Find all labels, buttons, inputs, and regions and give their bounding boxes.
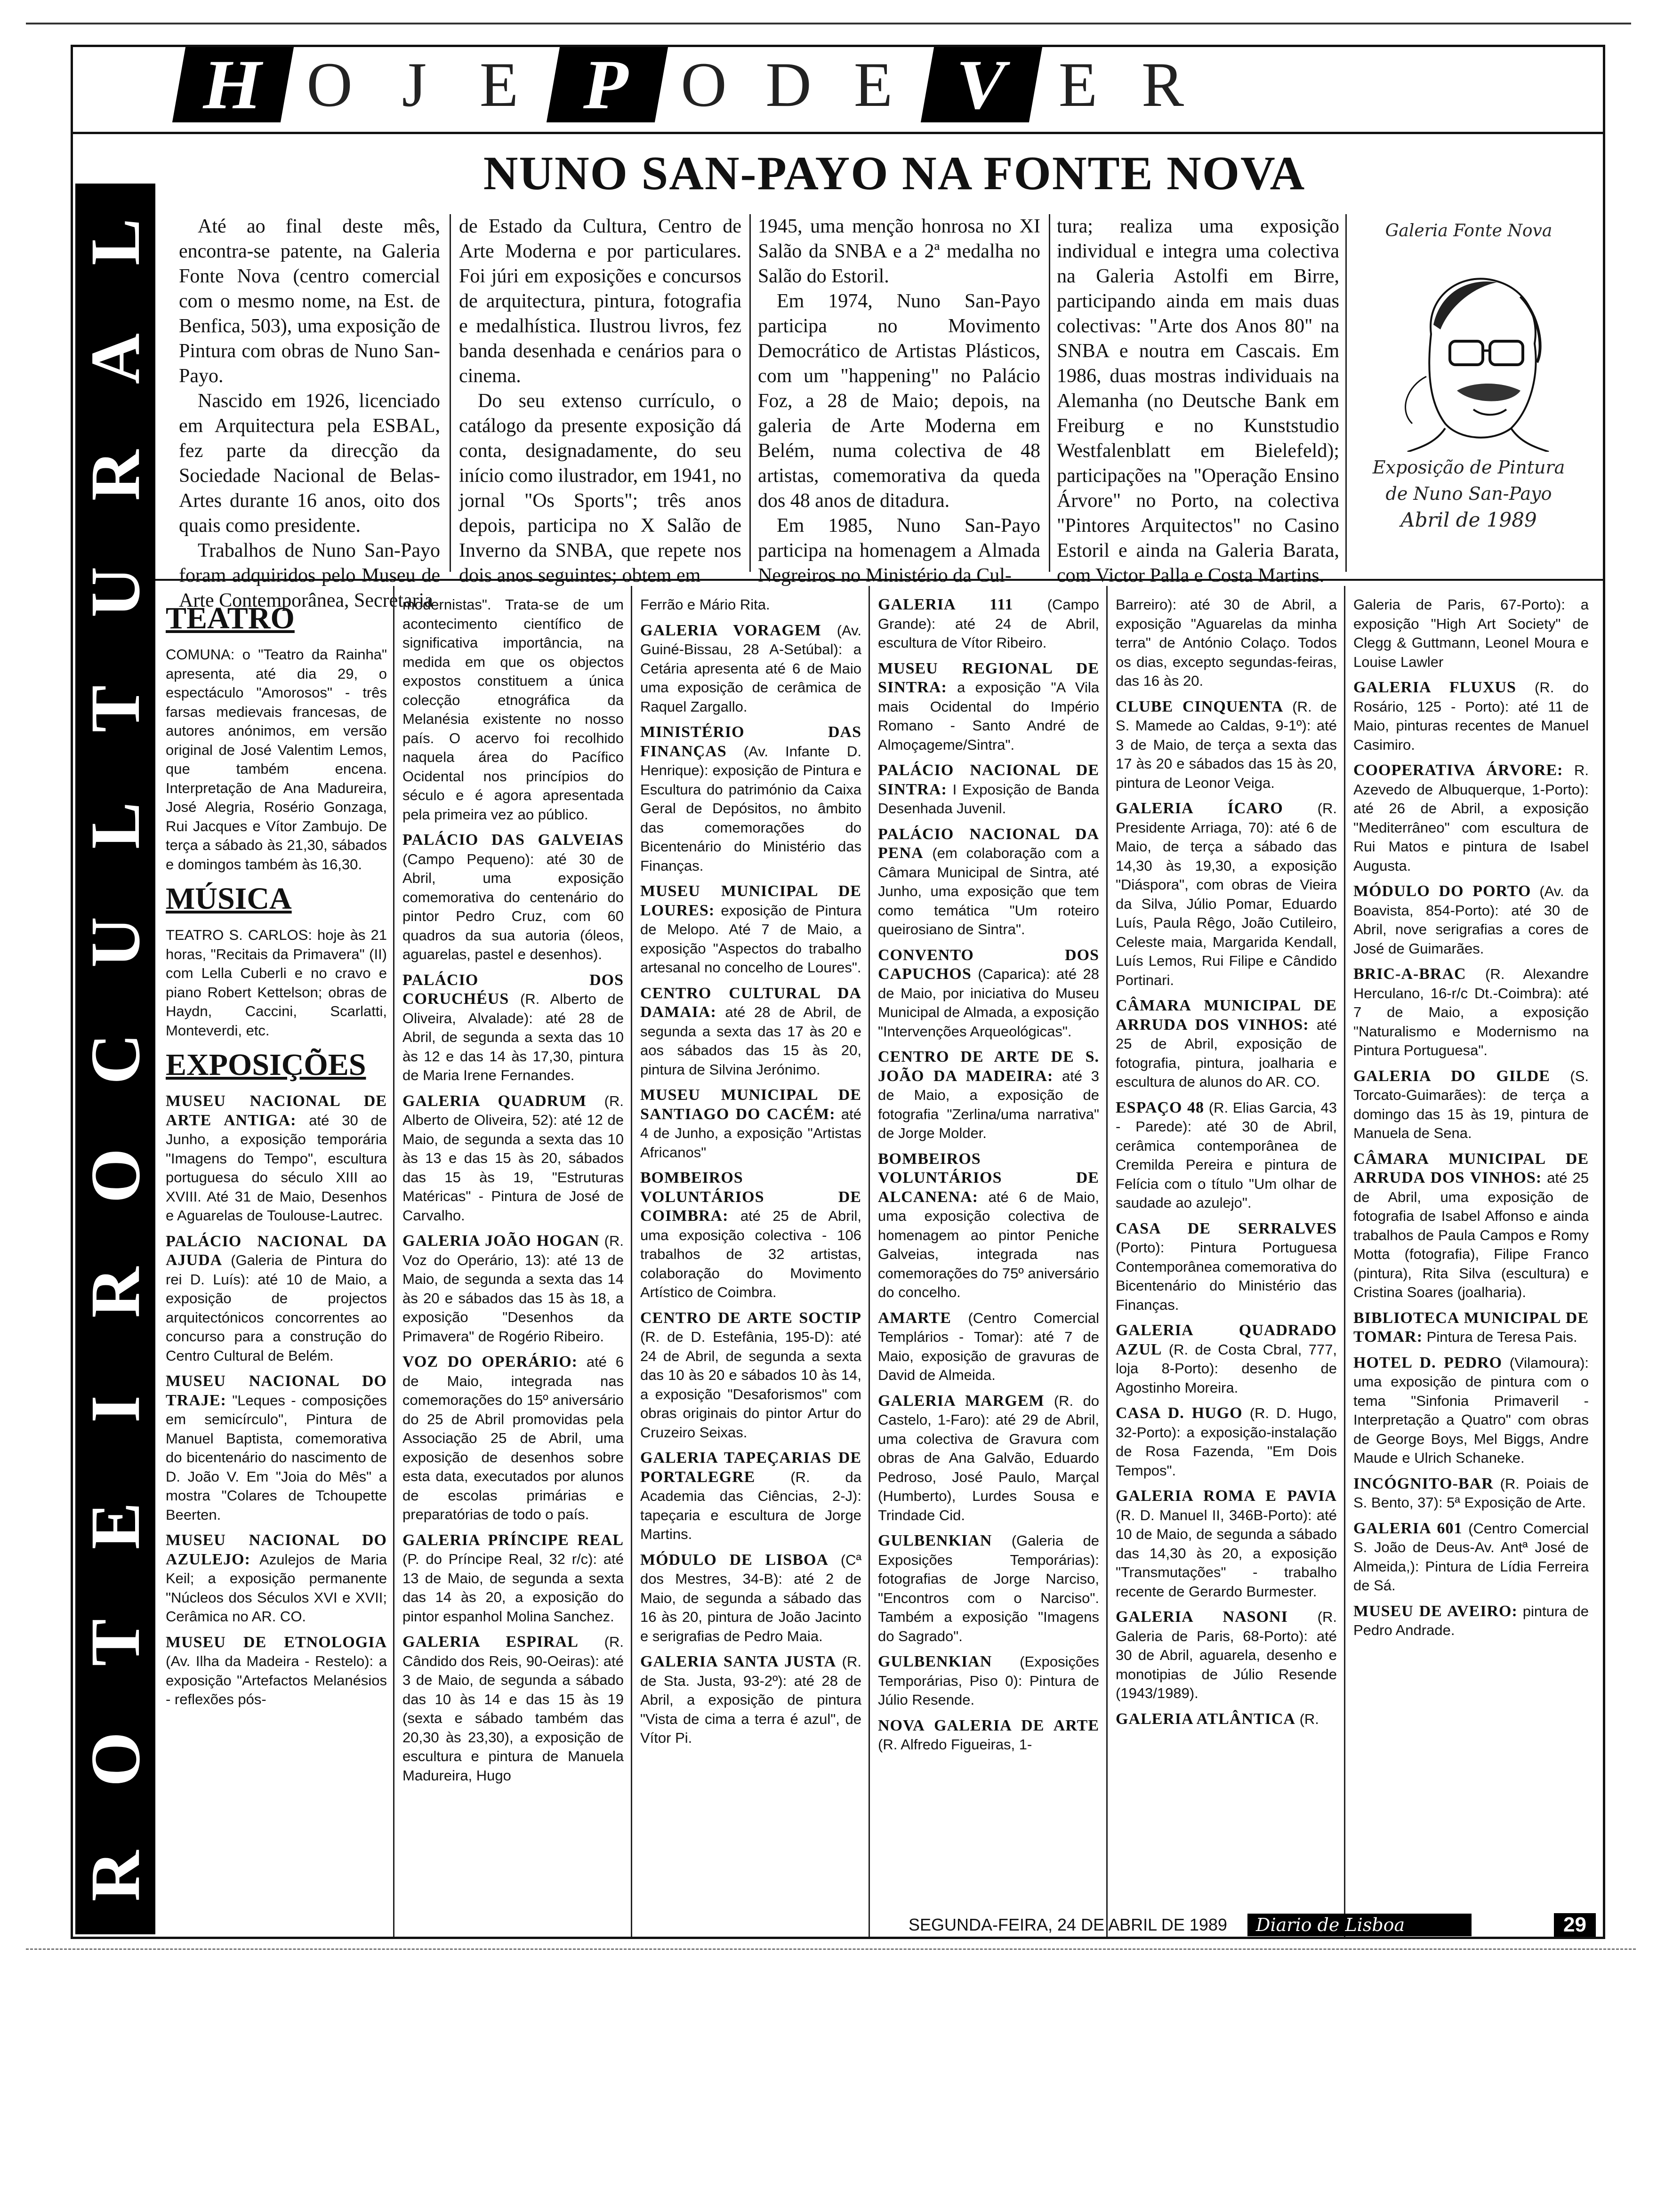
listing-text: (em colaboração com a Câmara Municipal de Sintra, até Junho, uma exposição que tem como temática "Um roteiro queirosiano de Sintra". (878, 845, 1099, 938)
masthead-rule (71, 132, 1605, 134)
listing-text: até 28 de Abril, de segunda a sexta das 17 às 20 e aos sábados das 15 às 20, pintura de Silvina Jerónimo. (640, 1004, 861, 1078)
listing-entry (1353, 1519, 1589, 1595)
sidebar-letter: R (76, 1850, 154, 1902)
listing-entry (402, 1232, 624, 1346)
venue-name: CENTRO DE ARTE SOCTIP (640, 1309, 861, 1327)
listing-text: COMUNA: o "Teatro da Rainha" apresenta, até dia 29, o espectáculo "Amorosos" - três farsas medievais francesas, de autores anónimos, em versão original de José Valentim Lemos, que também encena. Interpretação de Ana Madureira, José Alegria, Rosério Gonzaga, Rui Jacques e Vítor Zambujo. De terça a sábado às 21,30, sábados e domingos também às 16,30. (166, 646, 387, 873)
masthead-letter: H (172, 47, 294, 122)
listing-entry (878, 1716, 1099, 1755)
masthead-letter: R (1141, 49, 1184, 120)
listing-text: até 6 de Maio, uma exposição colectiva de homenagem ao pintor Peniche Galveias, integrada nas comemorações do 75º aniversário do concelho. (878, 1188, 1099, 1300)
listing-entry (878, 1531, 1099, 1646)
venue-name: INCÓGNITO-BAR (1353, 1475, 1494, 1492)
listing-text: Ferrão e Mário Rita. (640, 596, 770, 613)
listing-entry (878, 595, 1099, 653)
venue-name: CENTRO DE ARTE DE S. JOÃO DA MADEIRA: (878, 1048, 1099, 1085)
listing-entry (402, 971, 624, 1085)
venue-name: GALERIA QUADRUM (402, 1092, 587, 1110)
masthead-letter: V (921, 47, 1042, 122)
venue-name: MUSEU NACIONAL DE ARTE ANTIGA: (166, 1092, 387, 1129)
sidebar-letter: O (76, 1731, 154, 1787)
venue-name: NOVA GALERIA DE ARTE (878, 1716, 1099, 1734)
listing-text: (Campo Grande): até 24 de Abril, escultura de Vítor Ribeiro. (878, 596, 1099, 651)
listing-entry (1116, 996, 1337, 1092)
listing-entry (640, 1169, 861, 1302)
article-col-1 (179, 214, 440, 613)
venue-name: GULBENKIAN (878, 1532, 992, 1549)
listing-text: (Galeria de Exposições Temporárias): fotografias de Jorge Narciso, "Encontros com o Narciso". Também a exposição "Imagens do Sagrado". (878, 1532, 1099, 1644)
listing-text: até 30 de Junho, a exposição temporária "Imagens do Tempo", escultura portuguesa do século XIII ao XVIII. Até 31 de Maio, Desenhos e Aguarelas de Toulouse-Lautrec. (166, 1112, 387, 1224)
section-heading: EXPOSIÇÕES (166, 1048, 366, 1082)
listing-text: (R. Poiais de S. Bento, 37): 5ª Exposição de Arte. (1353, 1475, 1589, 1511)
listing-entry (640, 621, 861, 717)
venue-name: GALERIA MARGEM (878, 1392, 1045, 1410)
column-rule (450, 214, 451, 572)
page-bottom-rule (26, 1948, 1636, 1950)
listing-text: (Av. Ilha da Madeira - Restelo): a exposição "Artefactos Melanésios - reflexões pós- (166, 1653, 387, 1707)
listing-entry (166, 926, 387, 1040)
newspaper-name: Diario de Lisboa (1247, 1914, 1472, 1936)
venue-name: BOMBEIROS VOLUNTÁRIOS DE ALCANENA: (878, 1150, 1099, 1206)
sidebar-letter: R (76, 449, 154, 501)
page-number: 29 (1554, 1913, 1596, 1937)
article-col-3 (758, 214, 1040, 588)
listing-text: (R. Alexandre Herculano, 16-r/c Dt.-Coimbra): até 7 de Maio, a exposição "Naturalismo e Modernismo na Pintura Portuguesa". (1353, 966, 1589, 1058)
listing-col-3 (640, 595, 861, 1755)
listing-text: (Av. Infante D. Henrique): exposição de Pintura e Escultura do património da Caixa Geral de Depósitos, no âmbito das comemorações do Bicentenário do Ministério das Finanças. (640, 743, 861, 874)
masthead-letter: O (306, 49, 353, 120)
listing-entry (878, 761, 1099, 818)
article-col-2 (459, 214, 741, 588)
venue-name: CENTRO CULTURAL DA DAMAIA: (640, 984, 861, 1021)
column-rule (1106, 586, 1108, 1937)
column-rule (1344, 586, 1345, 1937)
caption-line-2: de Nuno San-Payo (1385, 483, 1552, 504)
listing-text: Galeria de Paris, 67-Porto): a exposição "High Art Society" de Clegg & Guttmann, Leonel Moura e Louise Lawler (1353, 596, 1589, 670)
masthead-letter: P (547, 47, 668, 122)
listing-text: (R. Alfredo Figueiras, 1- (878, 1736, 1032, 1753)
listing-text: (R. (1295, 1710, 1319, 1727)
sidebar-label (75, 184, 155, 1934)
masthead (71, 45, 1605, 125)
listing-text: (R. de Sta. Justa, 93-2º): até 28 de Abril, a exposição de pintura "Vista de cima a terra é azul", de Vítor Pi. (640, 1653, 862, 1746)
sidebar-letter: I (76, 1395, 154, 1423)
listing-text: (R. Galeria de Paris, 68-Porto): até 30 de Abril, aguarela, desenho e monotipias de Júlio Resende (1943/1989). (1116, 1609, 1337, 1701)
listing-text: (Centro Comercial Templários - Tomar): até 7 de Maio, exposição de gravuras de David de Almeida. (878, 1309, 1099, 1383)
caption-gallery: Galeria Fonte Nova (1385, 221, 1552, 240)
listing-text: (R. D. Manuel II, 346B-Porto): até 10 de Maio, de segunda a sábado das 14,30 às 20, a exposição "Transmutações" - trabalho recente de Gerardo Burmester. (1116, 1507, 1337, 1600)
listing-entry (1353, 1602, 1589, 1640)
section-heading: MÚSICA (166, 882, 292, 916)
listing-text: (Caparica): até 28 de Maio, por iniciativa do Museu Municipal de Almada, a exposição "Intervenções Arqueológicas". (878, 966, 1099, 1040)
article-paragraph: Até ao final deste mês, encontra-se patente, na Galeria Fonte Nova (centro comercial com o mesmo nome, na Est. de Benfica, 503), uma exposição de Pintura com obras de Nuno San-Payo. (179, 216, 440, 387)
listing-text: exposição de Pintura de Melopo. Até 7 de Maio, a exposição "Aspectos do trabalho artesanal no concelho de Loures". (640, 902, 861, 976)
masthead-letter: E (853, 49, 893, 120)
listing-text: (Av. Guiné-Bissau, 28 A-Setúbal): a Cetária apresenta até 6 de Maio uma exposição de cerâmica de Raquel Zargallo. (640, 622, 861, 715)
listing-text: (R. D. Hugo, 32-Porto): a exposição-instalação de Rosa Fazenda, "Em Dois Tempos". (1116, 1405, 1337, 1479)
listing-col-5 (1116, 595, 1337, 1735)
listing-text: (Galeria de Pintura do rei D. Luís): até 10 de Maio, a exposição de projectos arquitectónicos concorrentes ao concurso para a construção do Centro Cultural de Belém. (166, 1252, 387, 1364)
article-paragraph: 1945, uma menção honrosa no XI Salão da SNBA e a 2ª medalha no Salão do Estoril. (758, 216, 1040, 287)
portrait-drawing (1379, 254, 1563, 452)
listing-entry (640, 1449, 861, 1544)
listing-entry (1116, 1487, 1337, 1601)
venue-name: PALÁCIO DOS CORUCHÉUS (402, 971, 624, 1008)
listing-text: (Centro Comercial S. João de Deus-Av. Antª José de Almeida,): Pintura de Lídia Ferreira de Sá. (1353, 1520, 1589, 1594)
sidebar-letter: O (76, 1148, 154, 1203)
venue-name: HOTEL D. PEDRO (1353, 1354, 1503, 1371)
listing-text: (P. do Príncipe Real, 32 r/c): até 13 de Maio, de segunda a sexta das 14 às 20, a exposição do pintor espanhol Molina Sanchez. (402, 1551, 624, 1625)
listing-text: (Porto): Pintura Portuguesa Contemporânea comemorativa do Bicentenário do Ministério das Finanças. (1116, 1239, 1337, 1313)
listing-text: a exposição "A Vila mais Ocidental do Império Romano - Santo André de Almoçageme/Sintra". (878, 679, 1099, 753)
listing-text: (S. Torcato-Guimarães): de terça a domingo das 15 às 19, pintura de Manuela de Sena. (1353, 1067, 1589, 1141)
venue-name: MUSEU REGIONAL DE SINTRA: (878, 659, 1099, 696)
caption-line-1: Exposição de Pintura (1372, 457, 1565, 478)
listing-entry (640, 882, 861, 978)
page-footer (909, 1911, 1596, 1939)
portrait-caption (1346, 221, 1591, 240)
listing-col-2 (402, 595, 624, 1792)
listing-entry (640, 1652, 861, 1748)
column-rule (749, 214, 751, 572)
listing-entry (1353, 761, 1589, 875)
listing-entry (166, 1232, 387, 1366)
venue-name: GALERIA ROMA E PAVIA (1116, 1487, 1337, 1505)
listing-text: até 25 de Abril, exposição de fotografia, pintura, joalharia e escultura de alunos do AR. CO. (1116, 1016, 1337, 1090)
listing-entry (878, 1309, 1099, 1385)
listing-entry (1353, 965, 1589, 1060)
article-paragraph: Nascido em 1926, licenciado em Arquitectura pela ESBAL, fez parte da direcção da Sociedade Nacional de Belas-Artes durante 16 anos, oito dos quais como presidente. (179, 390, 440, 537)
listing-entry (166, 1092, 387, 1226)
listing-entry (166, 1372, 387, 1524)
venue-name: MÓDULO DO PORTO (1353, 882, 1531, 900)
listing-col-4 (878, 595, 1099, 1761)
caption-line-3: Abril de 1989 (1400, 508, 1537, 531)
venue-name: CONVENTO DOS CAPUCHOS (878, 946, 1099, 983)
listing-text: (R. da Academia das Ciências, 2-J): tapeçaria e escultura de Jorge Martins. (640, 1468, 861, 1542)
venue-name: GALERIA 601 (1353, 1519, 1463, 1537)
listing-entry (878, 1150, 1099, 1302)
article-col-4 (1057, 214, 1339, 588)
listing-text: (Exposições Temporárias, Piso 0): Pintura de Júlio Resende. (878, 1653, 1099, 1708)
listing-entry (1116, 1098, 1337, 1213)
listing-entry (1116, 1710, 1337, 1729)
portrait-caption-lower (1346, 454, 1591, 533)
listing-text: (R. de D. Estefânia, 195-D): até 24 de Abril, de segunda a sexta das 10 às 20 e sábados 10 às 14, a exposição "Desaforismos" com obras originais do pintor Artur do Cruzeiro Seixas. (640, 1329, 861, 1441)
sidebar-letter: C (76, 1033, 154, 1085)
venue-name: GALERIA TAPEÇARIAS DE PORTALEGRE (640, 1449, 861, 1486)
masthead-letter: D (765, 49, 812, 120)
listing-entry (640, 1309, 861, 1443)
listing-text: (R. de S. Mamede ao Caldas, 9-1º): até 3 de Maio, de terça a sexta das 17 às 20 e sábados das 15 às 20, pintura de Leonor Veiga. (1116, 698, 1337, 791)
listing-entry (1353, 1475, 1589, 1513)
listing-col-6 (1353, 595, 1589, 1647)
sidebar-roteiro-cultural (75, 184, 155, 1934)
article-paragraph: Trabalhos de Nuno San-Payo foram adquiridos pelo Museu de Arte Contemporânea, Secretaria (179, 540, 440, 611)
listing-entry (1116, 799, 1337, 990)
sidebar-letter: L (76, 218, 154, 266)
listing-entry (640, 1551, 861, 1646)
venue-name: GALERIA QUADRADO AZUL (1116, 1322, 1337, 1358)
sidebar-letter: U (76, 566, 154, 618)
listing-entry (1353, 1150, 1589, 1302)
listing-entry (1116, 1404, 1337, 1480)
listing-text: (R. Alberto de Oliveira, 52): até 12 de Maio, de segunda a sexta das 10 às 13 e das 15 às 20, sábados das 15 às 19, "Estruturas Matéricas" - Pintura de José de Carvalho. (402, 1092, 624, 1224)
article-paragraph: tura; realiza uma exposição individual e integra uma colectiva na Galeria Astolfi em Birre, participando ainda em mais duas colectivas: "Arte dos Anos 80" na SNBA e noutra em Cascais. Em 1986, duas mostras individuais na Alemanha (no Deutsche Bank em Freiburg e no Kunststudio Westfalenblatt em Bielefeld); participações na "Operação Ensino Árvore" no Porto, na colectiva "Pintores Arquitectos" no Casino Estoril e ainda na Galeria Barata, com Victor Palla e Costa Martins. (1057, 216, 1339, 586)
listing-entry (878, 1652, 1099, 1710)
venue-name: GALERIA FLUXUS (1353, 679, 1516, 696)
listing-text: (R. Alberto de Oliveira, Alvalade): até 28 de Abril, de segunda a sexta das 10 às 12 e das 14 às 17,30, pintura de Maria Irene Fernandes. (402, 991, 624, 1083)
venue-name: PALÁCIO NACIONAL DE SINTRA: (878, 761, 1099, 798)
venue-name: PALÁCIO NACIONAL DA AJUDA (166, 1232, 387, 1269)
listing-text: (R. Voz do Operário, 13): até 13 de Maio, de segunda a sexta das 14 às 20 e sábados das 15 às 18, a exposição "Desenhos da Primavera" de Rogério Ribeiro. (402, 1233, 624, 1345)
venue-name: GALERIA ATLÂNTICA (1116, 1710, 1295, 1728)
venue-name: PALÁCIO DAS GALVEIAS (402, 831, 624, 849)
column-rule (869, 586, 870, 1937)
venue-name: CASA D. HUGO (1116, 1404, 1243, 1422)
article-paragraph: de Estado da Cultura, Centro de Arte Moderna e por particulares. Foi júri em exposições e concursos de arquitectura, pintura, fotografia e medalhística. Ilustrou livros, fez banda desenhada e cenários para o cinema. (459, 216, 741, 387)
listing-text: (Cª dos Mestres, 34-B): até 2 de Maio, de segunda a sábado das 16 às 20, pintura de João Jacinto e serigrafias de Pedro Maia. (640, 1551, 861, 1644)
venue-name: MUSEU MUNICIPAL DE SANTIAGO DO CACÉM: (640, 1086, 861, 1123)
column-rule (1049, 214, 1050, 572)
listing-entry (878, 1392, 1099, 1525)
listing-entry (878, 946, 1099, 1042)
venue-name: GULBENKIAN (878, 1653, 992, 1670)
listing-entry (1116, 1608, 1337, 1703)
section-divider (155, 579, 1605, 581)
footer-date: SEGUNDA-FEIRA, 24 DE ABRIL DE 1989 (909, 1915, 1227, 1934)
listing-entry (402, 1531, 624, 1627)
listing-text: R. Azevedo de Albuquerque, 1-Porto): até 26 de Abril, a exposição "Mediterrâneo" com escultura de Rui Matos e pintura de Isabel Augusta. (1353, 762, 1589, 874)
listing-entry (1353, 1067, 1589, 1143)
venue-name: BRIC-A-BRAC (1353, 965, 1466, 983)
section-heading: TEATRO (166, 601, 295, 635)
venue-name: GALERIA SANTA JUSTA (640, 1653, 837, 1670)
listing-entry (640, 1086, 861, 1162)
venue-name: CLUBE CINQUENTA (1116, 697, 1284, 715)
listing-entry (1116, 1219, 1337, 1315)
listing-text: (R. Presidente Arriaga, 70): até 6 de Maio, de terça a sábado das 14,30 às 19,30, a exposição "Diáspora", com obras de Vieira da Silva, Júlio Pomar, Eduardo Luís, Paula Rêgo, João Cutileiro, Celeste maia, Margarida Kendall, Luís Lemos, Rui Filipe e Cândido Portinari. (1116, 800, 1337, 988)
listing-text: (R. Elias Garcia, 43 - Parede): até 30 de Abril, cerâmica contemporânea de Cremilda Pereira e pintura de Felícia com o título "Um olhar de saudade ao azulejo". (1116, 1099, 1337, 1211)
listing-text: (Av. da Boavista, 854-Porto): até 30 de Abril, nove serigrafias a cores de José de Guimarães. (1353, 883, 1589, 957)
sidebar-letter: R (76, 1266, 154, 1318)
venue-name: MUSEU DE ETNOLOGIA (166, 1633, 387, 1651)
listing-entry (166, 1531, 387, 1627)
venue-name: PALÁCIO NACIONAL DA PENA (878, 825, 1099, 862)
listing-entry (1353, 1309, 1589, 1347)
article-paragraph: Em 1974, Nuno San-Payo participa no Movimento Democrático de Artistas Plásticos, com um "happening" no Palácio Foz, a 28 de Maio; depois, na galeria de Arte Moderna em Belém, numa colectiva de 48 artistas, comemorativa da queda dos 48 anos de ditadura. (758, 290, 1040, 512)
venue-name: CÂMARA MUNICIPAL DE ARRUDA DOS VINHOS: (1116, 997, 1337, 1034)
venue-name: MUSEU DE AVEIRO: (1353, 1602, 1518, 1620)
listing-text: Pintura de Teresa Pais. (1423, 1329, 1577, 1345)
venue-name: BOMBEIROS VOLUNTÁRIOS DE COIMBRA: (640, 1169, 861, 1225)
venue-name: GALERIA DO GILDE (1353, 1067, 1550, 1085)
listing-entry (1353, 1354, 1589, 1468)
listing-entry (1353, 595, 1589, 672)
sidebar-letter: T (76, 1619, 154, 1667)
listing-entry (402, 1353, 624, 1524)
venue-name: MINISTÉRIO DAS FINANÇAS (640, 723, 861, 760)
venue-name: MUSEU MUNICIPAL DE LOURES: (640, 882, 861, 919)
venue-name: CASA DE SERRALVES (1116, 1219, 1337, 1237)
listing-entry (402, 1633, 624, 1785)
listing-text: (R. do Rosário, 125 - Porto): até 11 de Maio, pinturas recentes de Manuel Casimiro. (1353, 679, 1589, 753)
venue-name: GALERIA NASONI (1116, 1608, 1288, 1626)
listing-col-1 (166, 595, 387, 1716)
venue-name: ESPAÇO 48 (1116, 1098, 1205, 1116)
sidebar-letter: E (76, 1502, 154, 1550)
listing-entry (1116, 697, 1337, 793)
listing-entry (166, 645, 387, 874)
venue-name: CÂMARA MUNICIPAL DE ARRUDA DOS VINHOS: (1353, 1150, 1589, 1186)
venue-name: GALERIA ESPIRAL (402, 1633, 579, 1651)
listing-text: até 4 de Junho, a exposição "Artistas Africanos" (640, 1106, 861, 1161)
listing-entry (1116, 1321, 1337, 1397)
venue-name: GALERIA JOÃO HOGAN (402, 1232, 600, 1250)
listing-entry (878, 825, 1099, 939)
listing-entry (878, 659, 1099, 755)
column-rule (393, 586, 394, 1937)
listing-entry (402, 595, 624, 824)
listing-entry (640, 984, 861, 1080)
listing-text: modernistas". Trata-se de um acontecimento científico de significativa importância, na medida em que os objectos expostos constituem a única colecção etnográfica da Melanésia existente no nosso país. O acervo foi recolhido naquela área do Pacífico Ocidental nos princípios do século e é agora apresentada pela primeira vez ao público. (402, 596, 624, 823)
listing-entry (402, 831, 624, 964)
listing-text: TEATRO S. CARLOS: hoje às 21 horas, "Recitais da Primavera" (II) com Lella Cuberli e no cravo e piano Robert Kettelson; obras de Haydn, Caccini, Scarlatti, Monteverdi, etc. (166, 927, 387, 1039)
listing-entry (166, 1633, 387, 1709)
listing-entry (640, 723, 861, 875)
venue-name: BIBLIOTECA MUNICIPAL DE TOMAR: (1353, 1309, 1589, 1346)
listing-text: (R. Cândido dos Reis, 90-Oeiras): até 3 de Maio, de segunda a sábado das 10 às 14 e das 15 às 19 (sexta e sábado também das 20,30 às 23,30), a exposição de escultura e pintura de Manuela Madureira, Hugo (402, 1634, 624, 1784)
venue-name: COOPERATIVA ÁRVORE: (1353, 761, 1563, 779)
venue-name: GALERIA 111 (878, 596, 1014, 613)
listing-text: pintura de Pedro Andrade. (1353, 1603, 1589, 1638)
listing-text: Azulejos de Maria Keil; a exposição permanente "Núcleos dos Séculos XVI e XVII; Cerâmica no AR. CO. (166, 1551, 387, 1625)
article-paragraph: Do seu extenso currículo, o catálogo da presente exposição dá conta, designadamente, do seu início como ilustrador, em 1941, no jornal "Os Sports"; três anos depois, participa no X Salão de Inverno da SNBA, que repete nos dois anos seguintes; obtem em (459, 390, 741, 586)
venue-name: VOZ DO OPERÁRIO: (402, 1353, 578, 1370)
masthead-letter: E (1058, 49, 1098, 120)
listing-entry (878, 1048, 1099, 1143)
listing-text: I Exposição de Banda Desenhada Juvenil. (878, 781, 1099, 817)
listing-text: até 3 de Maio, a exposição de fotografia "Zerlina/uma narrativa" de Jorge Molder. (878, 1067, 1099, 1141)
listing-text: (R. do Castelo, 1-Faro): até 29 de Abril, uma colectiva de Gravura com obras de Ana Galvão, Eduardo Pedroso, José Paulo, Marçal (Humberto), Lurdes Sousa e Trindade Cid. (878, 1392, 1100, 1523)
listing-text: até 25 de Abril, uma exposição de fotografia de Isabel Affonso e ainda trabalhos de Paula Campos e Romy Motta (fotografia), Filipe Franco (pintura), Rita Silva (escultura) e Cristina Soares (joalharia). (1353, 1170, 1589, 1300)
venue-name: GALERIA VORAGEM (640, 621, 821, 639)
listing-text: até 6 de Maio, integrada nas comemorações do 15º aniversário do 25 de Abril promovidas pela Associação 25 de Abril, uma exposição de desenhos sobre esta data, executados por alunos de escolas primárias e preparatórias de todo o país. (402, 1354, 624, 1523)
listing-text: (Campo Pequeno): até 30 de Abril, uma exposição comemorativa do centenário do pintor Pedro Cruz, com 60 quadros da sua autoria (óleos, aguarelas, pastel e desenhos). (402, 850, 624, 962)
listing-entry (1116, 595, 1337, 691)
listing-text: Barreiro): até 30 de Abril, a exposição "Aguarelas da minha terra" de António Colaço. Todos os dias, excepto segundas-feiras, das 16 às 20. (1116, 596, 1337, 689)
headline: NUNO SAN-PAYO NA FONTE NOVA (483, 147, 1306, 200)
listing-entry (1353, 882, 1589, 958)
masthead-letter: O (681, 49, 727, 120)
sidebar-letter: T (76, 685, 154, 733)
sidebar-letter: U (76, 916, 154, 968)
column-rule (631, 586, 632, 1937)
masthead-letter: J (402, 49, 427, 120)
venue-name: MUSEU NACIONAL DO AZULEJO: (166, 1531, 387, 1568)
venue-name: GALERIA PRÍNCIPE REAL (402, 1531, 624, 1549)
listing-entry (1353, 678, 1589, 754)
masthead-letter: E (479, 49, 519, 120)
venue-name: AMARTE (878, 1309, 951, 1327)
listing-text: (Vilamoura): uma exposição de pintura com o tema "Sinfonia Primaveril - Interpretação a Quatro" com obras de George Boys, Mel Biggs, Andre Maude e Ulrich Schaneke. (1353, 1354, 1589, 1466)
listing-entry (402, 1092, 624, 1226)
venue-name: MÓDULO DE LISBOA (640, 1551, 828, 1569)
listing-entry (640, 595, 861, 615)
sidebar-letter: L (76, 801, 154, 850)
venue-name: GALERIA ÍCARO (1116, 800, 1283, 817)
sidebar-letter: A (76, 333, 154, 385)
listing-text: até 25 de Abril, uma exposição colectiva - 106 trabalhos de 32 artistas, colaboração do Movimento Artístico de Coimbra. (640, 1208, 861, 1300)
listing-text: (R. de Costa Cbral, 777, loja 8-Porto): desenho de Agostinho Moreira. (1116, 1341, 1337, 1396)
article-paragraph: Em 1985, Nuno San-Payo participa na homenagem a Almada Negreiros no Ministério da Cul- (758, 515, 1040, 586)
venue-name: MUSEU NACIONAL DO TRAJE: (166, 1372, 387, 1409)
listing-text: "Leques - composições em semicírculo", Pintura de Manuel Baptista, comemorativa do bicentenário do nascimento de D. João V. Em "Joia do Mês" a mostra "Colares de Tchoupette Beerten. (166, 1392, 387, 1523)
